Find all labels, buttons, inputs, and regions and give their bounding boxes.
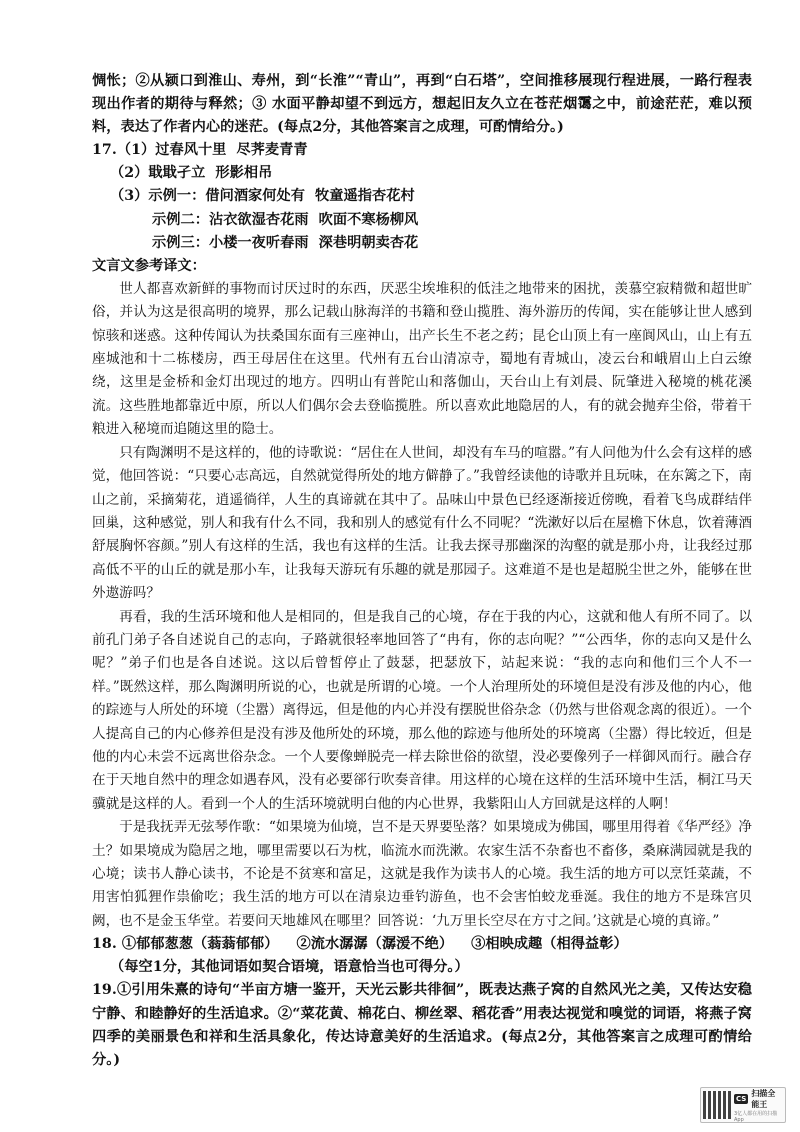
q17-line-2a: （2）戢戢孑立: [110, 165, 206, 182]
q18-label: 18.: [92, 936, 117, 953]
q17-line-3b: 牧童遥指杏花村: [315, 188, 415, 205]
scanner-app-name: 扫描全能王: [751, 1088, 776, 1109]
q18-blank-1: ①郁郁葱葱（蓊蓊郁郁）: [121, 936, 279, 953]
scanner-tagline: 3亿人都在用的扫描App: [734, 1110, 778, 1123]
answer-page: [92, 70, 752, 1072]
q17-line-4: [92, 209, 752, 232]
translation-paragraph-4: 于是我抚弄无弦琴作歌：“如果境为仙境，岂不是天界要坠落？如果境成为佛国，哪里用得着《华严经》净土？如果境成为隐居之地，哪里需要以石为枕，临流水而洗漱。农家生活不杂畜也不畜侈，桑麻满园就是我的心境；读书人静心读书，不论是不贫寒和富足，这就是我作为读书人的心境。我生活的地方可以烹饪菜蔬，不用害怕狐狸作祟偷吃；我生活的地方可以在清泉边垂钓游鱼，也不会害怕蛟龙垂涎。我住的地方不是珠宫贝阙，也不是金玉华堂。若要问天地雄风在哪里？回答说：‘九万里长空尽在方寸之间。’这就是心境的真谛。”: [92, 819, 752, 929]
q17-line-3a: （3）示例一：借问酒家何处有: [110, 188, 306, 205]
q18-answer: [92, 933, 752, 956]
q17-line-2b: 形影相吊: [215, 165, 273, 182]
qr-code-icon: [703, 1091, 731, 1119]
q17-line-5a: 示例三：小楼一夜听春雨: [152, 234, 309, 251]
q17-line-1b: 尽荠麦青青: [236, 142, 308, 159]
q17-line-4b: 吹面不寒杨柳风: [318, 211, 419, 228]
translation-paragraph-2: 只有陶渊明不是这样的，他的诗歌说：“居住在人世间，却没有车马的喧嚣。”有人问他为什么会有这样的感觉，他回答说：“只要心志高远，自然就觉得所处的地方僻静了。”我曾经读他的诗歌并且玩味，在东篱之下，南山之前，采摘菊花，逍遥徜徉，人生的真谛就在其中了。品味山中景色已经逐渐接近傍晚，看着飞鸟成群结伴回巢，这种感觉，别人和我有什么不同，我和别人的感觉有什么不同呢？“洗漱好以后在屋檐下休息，饮着薄酒舒展胸怀容颜。”别人有这样的生活，我也有这样的生活。让我去探寻那幽深的沟壑的就是那小舟，让我经过那高低不平的山丘的就是那小车，让我每天游玩有乐趣的就是那园子。这难道不是也是超脱尘世之外，能够在世外遨游吗？: [92, 444, 752, 602]
q18-blank-2: ②流水潺潺（潺湲不绝）: [296, 936, 454, 953]
translation-paragraph-1: 世人都喜欢新鲜的事物而讨厌过时的东西，厌恶尘埃堆积的低洼之地带来的困扰，羡慕空寂精微和超世旷俗，并认为这是很高明的境界，那么记载山脉海洋的书籍和登山揽胜、海外游历的传闻，实在能够让世人感到惊骇和迷惑。这种传闻认为扶桑国东面有三座神山，出产长生不老之药；昆仑山顶上有一座阆风山，山上有五座城池和十二栋楼房，西王母居住在这里。代州有五台山清凉寺，蜀地有青城山，凌云台和峨眉山上白云缭绕，这里是金桥和金灯出现过的地方。四明山有普陀山和落伽山，天台山上有刘晨、阮肇进入秘境的桃花溪流。这些胜地都靠近中原，所以人们偶尔会去登临揽胜。所以喜欢此地隐居的人，有的就会抛弃尘俗，带着干粮进入秘境而追随这里的隐士。: [92, 280, 752, 438]
q17-line-1a: 17.（1）过春风十里: [92, 142, 227, 159]
q17-line-1: [92, 139, 752, 162]
q17-line-3: [92, 185, 752, 208]
translation-title: 文言文参考译文：: [92, 257, 206, 274]
q18-note: （每空1分，其他词语如契合语境，语意恰当也可得分。）: [110, 959, 469, 976]
q17-line-5: [92, 232, 752, 255]
camscanner-logo-icon: CS: [736, 1094, 747, 1103]
q17-line-5b: 深巷明朝卖杏花: [318, 234, 419, 251]
q18-blank-3: ③相映成趣（相得益彰）: [471, 936, 628, 953]
q17-line-2: [92, 162, 752, 185]
q16-answer-tail: 惆怅；②从颍口到淮山、寿州，到“长淮”“青山”，再到“白石塔”，空间推移展现行程进展，一路行程表现出作者的期待与释然；③ 水面平静却望不到远方，想起旧友久立在苍茫烟霭之中，前途茫茫，难以预料，表达了作者内心的迷茫。(每点2分，其他答案言之成理，可酌情给分。): [92, 73, 752, 136]
q19-answer: 19.①引用朱熹的诗句“半亩方塘一鉴开，天光云影共徘徊”，既表达燕子窝的自然风光之美，又传达安稳宁静、和睦静好的生活追求。②“菜花黄、棉花白、柳丝翠、稻花香”用表达视觉和嗅觉的词语，将燕子窝四季的美丽景色和祥和生活具象化，传达诗意美好的生活追求。(每点2分，其他答案言之成理可酌情给分。): [92, 982, 752, 1068]
scanner-watermark: [700, 1087, 786, 1123]
q17-line-4a: 示例二：沾衣欲湿杏花雨: [152, 211, 309, 228]
translation-paragraph-3: 再看，我的生活环境和他人是相同的，但是我自己的心境，存在于我的内心，这就和他人有所不同了。以前孔门弟子各自述说自己的志向，子路就很轻率地回答了“冉有，你的志向呢？”“公西华，你的志向又是什么呢？”弟子们也是各自述说。这以后曾皙停止了鼓瑟，把瑟放下，站起来说：“我的志向和他们三个人不一样。”既然这样，那么陶渊明所说的心，也就是所谓的心境。一个人治理所处的环境但是没有涉及他的内心，他的踪迹与人所处的环境（尘嚣）离得远，但是他的内心并没有摆脱世俗杂念（仍然与世俗观念离的很近）。一个人提高自己的内心修养但是没有涉及他所处的环境，那么他的踪迹与他所处的环境离（尘嚣）得比较近，但是他的内心未尝不远离世俗杂念。一个人要像蝉脱壳一样去除世俗的欲望，没必要像列子一样御风而行。融合存在于天地自然中的理念如遇春风，没有必要郤行吹奏音律。用这样的心境在这样的生活环境中生活，桐江马天骥就是这样的人。看到一个人的生活环境就明白他的内心世界，我紫阳山人方回就是这样的人啊！: [92, 608, 752, 812]
